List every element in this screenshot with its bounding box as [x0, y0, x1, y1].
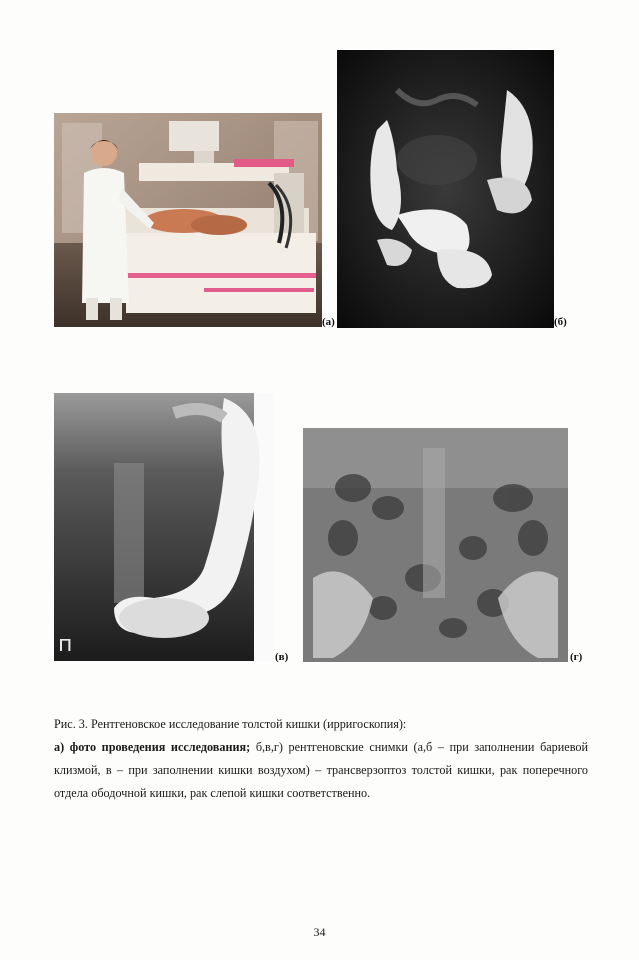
caption-bold-part: а) фото проведения исследования;	[54, 740, 251, 754]
caption-title: Рис. 3. Рентгеновское исследование толстой кишки (ирригоскопия):	[54, 717, 407, 731]
figure-label-a: (а)	[322, 316, 335, 328]
figure-label-g: (г)	[570, 651, 583, 663]
page-number: 34	[313, 925, 326, 939]
caption-text-part: б,в,г) рентгеновские снимки (а,б – при заполнении бариевой клизмой, в – при заполнении кишки воздухом) – трансверзоптоз толстой кишки, рак поперечного отдела ободочной кишки, рак слепой кишки соответственно.	[54, 740, 588, 800]
caption-body	[54, 740, 588, 800]
xray-cecum	[303, 428, 568, 662]
xray-air-filled	[54, 393, 274, 661]
xray-barium-enema	[337, 50, 554, 328]
svg-text:п: п	[58, 632, 73, 657]
photo-examination	[54, 113, 322, 327]
figure-label-v: (в)	[275, 651, 289, 663]
figure-caption	[54, 713, 588, 805]
figure-label-b: (б)	[554, 316, 567, 328]
